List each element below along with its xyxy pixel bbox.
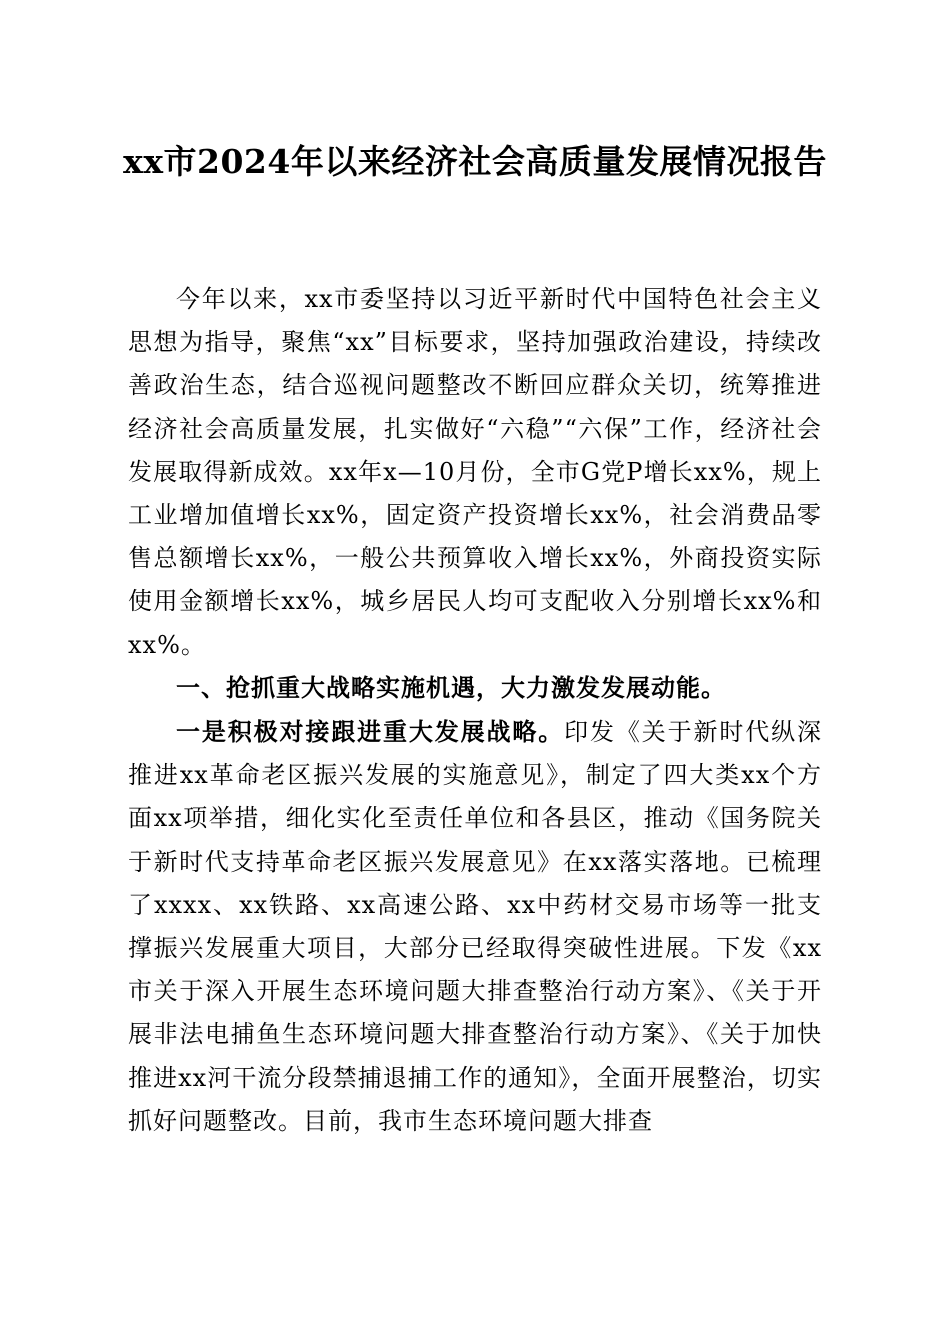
section-heading: 一、抢抓重大战略实施机遇，大力激发发展动能。 [176,673,726,702]
section-paragraph [128,710,822,1143]
paragraph-body: 印发《关于新时代纵深推进xx革命老区振兴发展的实施意见》，制定了四大类xx个方面xx项举措，细化实化至责任单位和各县区，推动《国务院关于新时代支持革命老区振兴发展意见》在xx落实落地。已梳理了xxxx、xx铁路、xx高速公路、xx中药材交易市场等一批支撑振兴发展重大项目，大部分已经取得突破性进展。下发《xx市关于深入开展生态环境问题大排查整治行动方案》、《关于开展非法电捕鱼生态环境问题大排查整治行动方案》、《关于加快推进xx河干流分段禁捕退捕工作的通知》，全面开展整治，切实抓好问题整改。目前，我市生态环境问题大排查 [128,718,822,1135]
paragraph-lead: 一是积极对接跟进重大发展战略。 [176,717,565,747]
document-body [128,278,822,1143]
intro-paragraph: 今年以来，xx市委坚持以习近平新时代中国特色社会主义思想为指导，聚焦“xx”目标要求，坚持加强政治建设，持续改善政治生态，结合巡视问题整改不断回应群众关切，统筹推进经济社会高质量发展，扎实做好“六稳”“六保”工作，经济社会发展取得新成效。xx年x—10月份，全市G党P增长xx%，规上工业增加值增长xx%，固定资产投资增长xx%，社会消费品零售总额增长xx%，一般公共预算收入增长xx%，外商投资实际使用金额增长xx%，城乡居民人均可支配收入分别增长xx%和xx%。 [128,285,822,659]
document-title: xx市2024年以来经济社会高质量发展情况报告 [123,142,827,181]
